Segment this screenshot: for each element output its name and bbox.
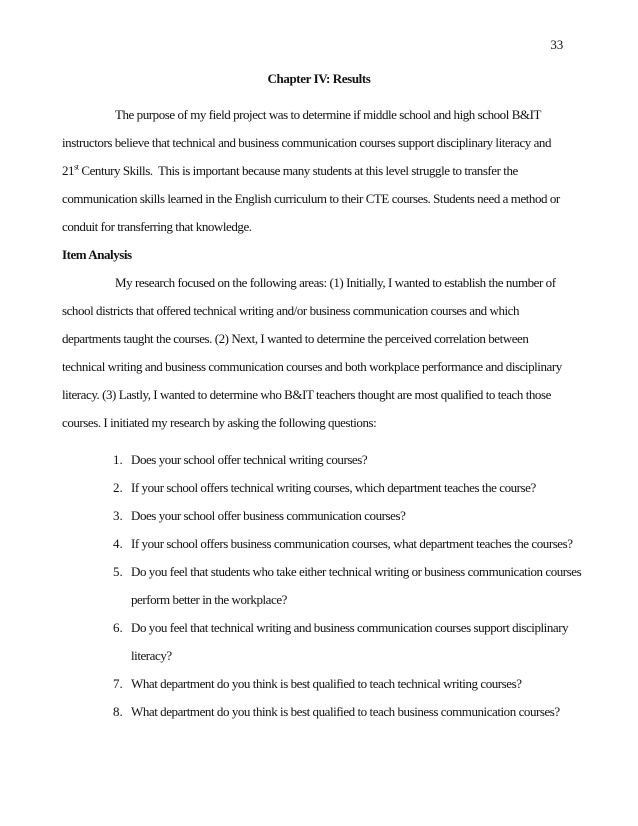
question-6-text: Do you feel that technical writing and business communication courses support disciplinary xyxy=(131,620,569,635)
body-line-2: school districts that offered technical writing and/or business communication courses and which xyxy=(62,303,520,318)
intro-line-3 xyxy=(62,163,518,179)
question-4-number: 4. xyxy=(113,536,123,551)
question-2-text: If your school offers technical writing courses, which department teaches the course? xyxy=(131,480,536,495)
intro-line-3-text: This is important because many students at this level struggle to transfer the xyxy=(157,163,518,178)
question-8-text: What department do you think is best qualified to teach business communication courses? xyxy=(131,704,560,719)
intro-line-5: conduit for transferring that knowledge. xyxy=(62,219,252,234)
section-heading: Item Analysis xyxy=(62,247,132,262)
century-superscript: st xyxy=(74,162,79,172)
question-3-number: 3. xyxy=(113,508,123,523)
intro-line-4: communication skills learned in the English curriculum to their CTE courses. Students need a method or xyxy=(62,191,560,206)
question-4-text: If your school offers business communication courses, what department teaches the courses? xyxy=(131,536,573,551)
question-3-text: Does your school offer business communication courses? xyxy=(131,508,406,523)
question-2-number: 2. xyxy=(113,480,123,495)
question-6-number: 6. xyxy=(113,620,123,635)
question-7-text: What department do you think is best qualified to teach technical writing courses? xyxy=(131,676,522,691)
body-line-4: technical writing and business communication courses and both workplace performance and disciplinary xyxy=(62,359,562,374)
question-5-number: 5. xyxy=(113,564,123,579)
intro-line-2: instructors believe that technical and business communication courses support disciplinary literacy and xyxy=(62,135,552,150)
question-8-number: 8. xyxy=(113,704,123,719)
chapter-title: Chapter IV: Results xyxy=(267,71,371,86)
question-7-number: 7. xyxy=(113,676,123,691)
body-line-3: departments taught the courses. (2) Next, I wanted to determine the perceived correlation between xyxy=(62,331,529,346)
century-number: 21 xyxy=(62,163,75,178)
question-1-number: 1. xyxy=(113,452,123,467)
body-line-1: My research focused on the following areas: (1) Initially, I wanted to establish the number of xyxy=(115,275,556,290)
century-text: Century Skills. xyxy=(78,163,158,178)
intro-line-1: The purpose of my field project was to determine if middle school and high school B&IT xyxy=(115,107,541,122)
body-line-6: courses. I initiated my research by asking the following questions: xyxy=(62,415,377,430)
body-line-5: literacy. (3) Lastly, I wanted to determine who B&IT teachers thought are most qualified to teach those xyxy=(62,387,551,402)
question-6-text-continued: literacy? xyxy=(131,648,172,663)
question-5-text: Do you feel that students who take either technical writing or business communication courses xyxy=(131,564,582,579)
page-number: 33 xyxy=(550,37,563,52)
question-5-text-continued: perform better in the workplace? xyxy=(131,592,287,607)
question-1-text: Does your school offer technical writing courses? xyxy=(131,452,368,467)
